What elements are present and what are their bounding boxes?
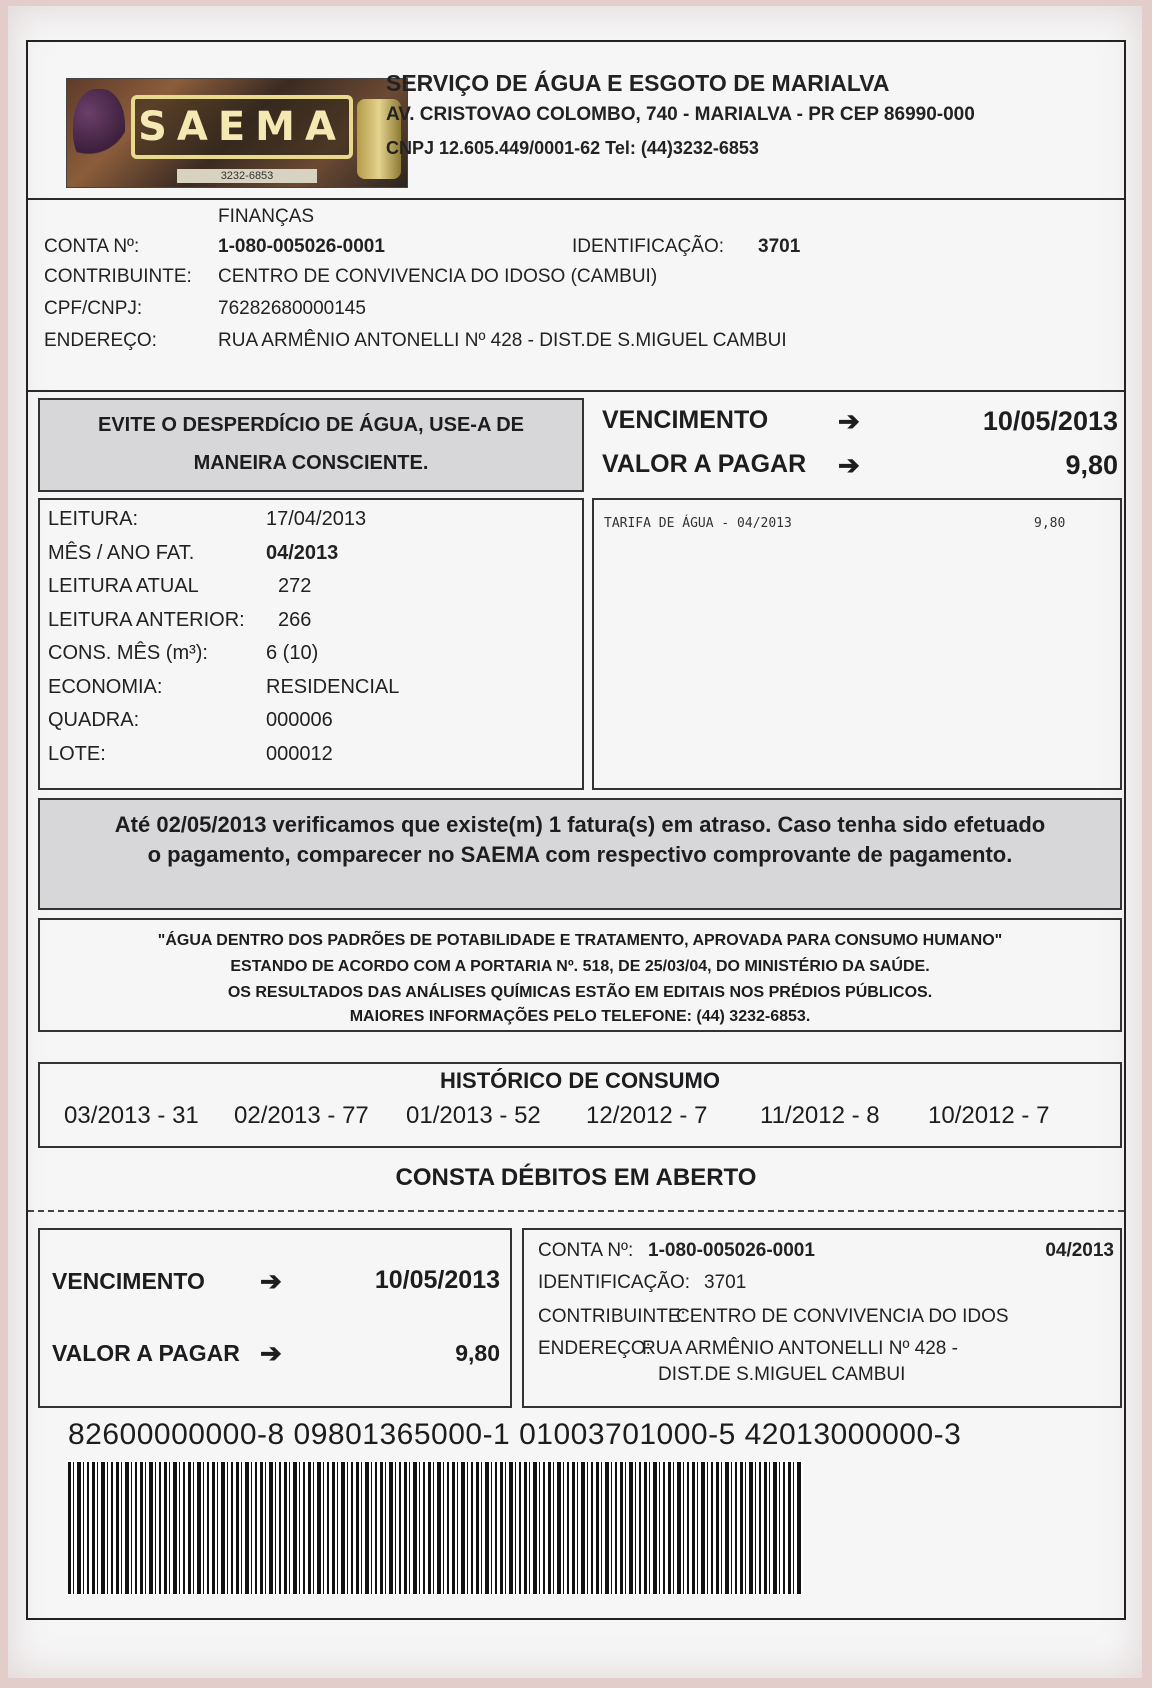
quality-notice <box>38 918 1122 1032</box>
cpf-value: 76282680000145 <box>218 298 366 319</box>
ident-value: 3701 <box>758 236 801 257</box>
stub-amount-label: VALOR A PAGAR <box>52 1340 240 1366</box>
barcode <box>68 1462 803 1594</box>
due-label: VENCIMENTO <box>602 406 769 434</box>
stub-period: 04/2013 <box>1045 1240 1114 1261</box>
divider <box>28 390 1124 392</box>
quality-line1: "ÁGUA DENTRO DOS PADRÕES DE POTABILIDADE E TRATAMENTO, APROVADA PARA CONSUMO HUMANO" <box>157 932 1003 949</box>
history-item: 01/2013 - 52 <box>406 1102 541 1129</box>
reading-label: ECONOMIA: <box>48 675 163 698</box>
stub-payment-box <box>38 1228 512 1408</box>
reading-label: LEITURA: <box>48 508 139 530</box>
reading-label: LOTE: <box>48 742 106 765</box>
contrib-label: CONTRIBUINTE: <box>44 266 192 287</box>
endereco-value: RUA ARMÊNIO ANTONELLI Nº 428 - DIST.DE S.MIGUEL CAMBUI <box>218 330 787 351</box>
history-title: HISTÓRICO DE CONSUMO <box>440 1068 720 1093</box>
saema-logo <box>66 78 408 188</box>
divider <box>28 198 1124 200</box>
ident-label: IDENTIFICAÇÃO: <box>572 236 725 257</box>
contrib-value: CENTRO DE CONVIVENCIA DO IDOSO (CAMBUI) <box>218 266 658 287</box>
reading-value: 6 (10) <box>266 642 319 664</box>
debts-notice: CONSTA DÉBITOS EM ABERTO <box>395 1164 757 1191</box>
org-address: AV. CRISTOVAO COLOMBO, 740 - MARIALVA - PR CEP 86990-000 <box>386 104 975 125</box>
reading-label: LEITURA ATUAL <box>48 575 199 597</box>
arrow-right-icon: ➔ <box>260 1266 282 1296</box>
reading-value: 272 <box>278 575 312 597</box>
reading-label: LEITURA ANTERIOR: <box>48 608 245 631</box>
reading-value: 266 <box>278 608 312 631</box>
reading-value: 000012 <box>266 742 333 765</box>
stub-conta-label: CONTA Nº: <box>538 1240 634 1261</box>
reading-value: 17/04/2013 <box>266 508 367 530</box>
due-value: 10/05/2013 <box>982 406 1118 436</box>
history-item: 10/2012 - 7 <box>928 1102 1050 1129</box>
reading-value: 04/2013 <box>266 541 339 564</box>
stub-endereco-line2: DIST.DE S.MIGUEL CAMBUI <box>658 1364 906 1385</box>
history-item: 03/2013 - 31 <box>64 1102 199 1129</box>
tear-line <box>28 1210 1124 1212</box>
history-item: 12/2012 - 7 <box>586 1102 708 1129</box>
arrow-right-icon: ➔ <box>260 1338 282 1368</box>
notice-line1: EVITE O DESPERDÍCIO DE ÁGUA, USE-A DE <box>98 414 524 436</box>
stub-contrib-value: CENTRO DE CONVIVENCIA DO IDOS <box>676 1306 1009 1327</box>
arrow-right-icon: ➔ <box>838 406 860 436</box>
stub-due-value: 10/05/2013 <box>374 1266 500 1294</box>
cpf-label: CPF/CNPJ: <box>44 298 143 319</box>
logo-phone: 3232-6853 <box>177 169 317 183</box>
quality-line4: MAIORES INFORMAÇÕES PELO TELEFONE: (44) 3232-6853. <box>349 1008 811 1025</box>
stub-endereco-line1: RUA ARMÊNIO ANTONELLI Nº 428 - <box>642 1338 958 1359</box>
quality-line2: ESTANDO DE ACORDO COM A PORTARIA Nº. 518, DE 25/03/04, DO MINISTÉRIO DA SAÚDE. <box>230 958 930 975</box>
notice-line2: MANEIRA CONSCIENTE. <box>193 452 429 474</box>
arrow-right-icon: ➔ <box>838 450 860 480</box>
reading-label: QUADRA: <box>48 709 140 731</box>
history-item: 11/2012 - 8 <box>760 1102 880 1129</box>
stub-ident-value: 3701 <box>704 1272 747 1293</box>
bill-frame <box>26 40 1126 1620</box>
consumption-history <box>38 1062 1122 1148</box>
endereco-label: ENDEREÇO: <box>44 330 157 351</box>
stub-amount-value: 9,80 <box>455 1340 500 1366</box>
overdue-alert <box>38 798 1122 910</box>
section-label: FINANÇAS <box>218 206 315 227</box>
alert-line2: o pagamento, comparecer no SAEMA com respectivo comprovante de pagamento. <box>147 842 1013 867</box>
conta-value: 1-080-005026-0001 <box>218 236 385 257</box>
logo-wordmark: SAEMA <box>131 95 353 159</box>
stub-contrib-label: CONTRIBUINTE: <box>538 1306 686 1327</box>
stub-endereco-label: ENDEREÇO: <box>538 1338 651 1359</box>
conta-label: CONTA Nº: <box>44 236 140 257</box>
stub-conta-value: 1-080-005026-0001 <box>648 1240 815 1261</box>
org-cnpj-phone: CNPJ 12.605.449/0001-62 Tel: (44)3232-6853 <box>386 138 759 158</box>
conservation-notice <box>38 398 584 492</box>
reading-label: CONS. MÊS (m³): <box>48 642 208 664</box>
tariff-value: 9,80 <box>1034 516 1066 531</box>
quality-line3: OS RESULTADOS DAS ANÁLISES QUÍMICAS ESTÃO EM EDITAIS NOS PRÉDIOS PÚBLICOS. <box>227 984 933 1001</box>
alert-line1: Até 02/05/2013 verificamos que existe(m) 1 fatura(s) em atraso. Caso tenha sido efetuado <box>114 812 1046 837</box>
reading-label: MÊS / ANO FAT. <box>48 541 195 564</box>
stub-due-label: VENCIMENTO <box>52 1268 205 1294</box>
reading-value: 000006 <box>266 709 333 731</box>
amount-label: VALOR A PAGAR <box>602 450 807 478</box>
tariff-label: TARIFA DE ÁGUA - 04/2013 <box>604 516 792 531</box>
reading-value: RESIDENCIAL <box>266 675 400 698</box>
barcode-number: 82600000000-8 09801365000-1 01003701000-5 42013000000-3 <box>68 1418 962 1451</box>
stub-account-box <box>522 1228 1122 1408</box>
amount-value: 9,80 <box>1065 450 1118 480</box>
tariff-box <box>592 498 1122 790</box>
grapes-icon <box>73 89 125 169</box>
org-name: SERVIÇO DE ÁGUA E ESGOTO DE MARIALVA <box>386 70 890 96</box>
stub-ident-label: IDENTIFICAÇÃO: <box>538 1272 691 1293</box>
history-item: 02/2013 - 77 <box>234 1102 369 1129</box>
